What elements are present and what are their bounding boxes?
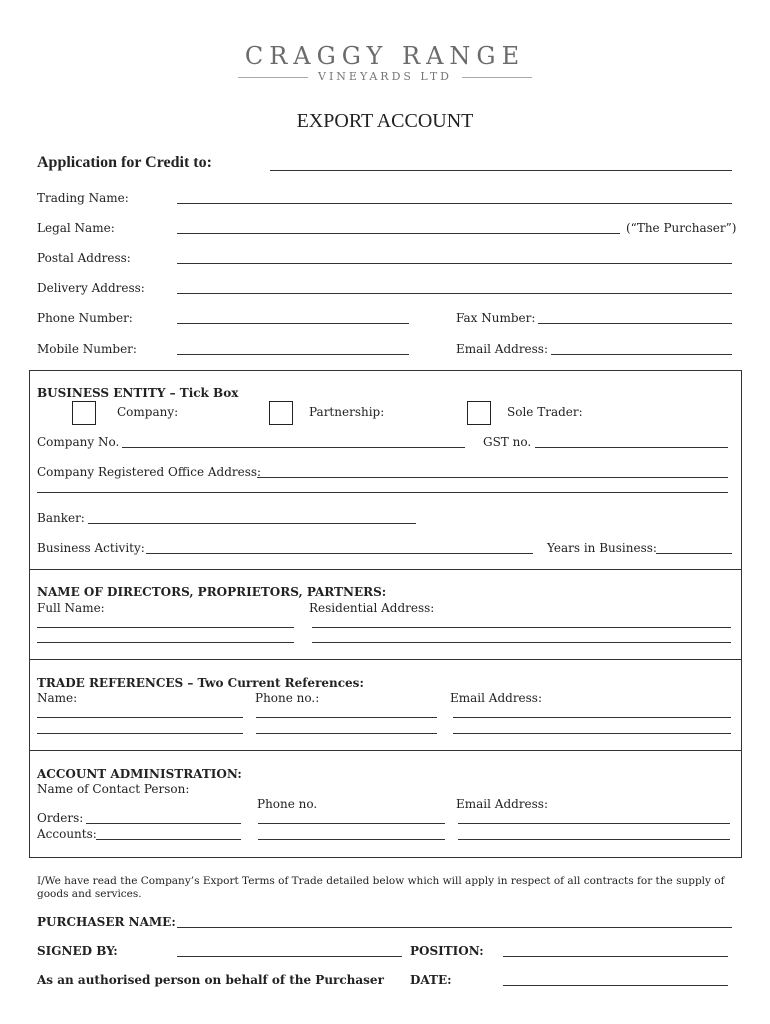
sole-trader-checkbox-label: Sole Trader: — [507, 405, 583, 419]
company-no-label: Company No. — [37, 435, 120, 449]
purchaser-name-field[interactable] — [177, 927, 732, 928]
email-address-field[interactable] — [551, 354, 732, 355]
account-admin-heading: ACCOUNT ADMINISTRATION: — [37, 767, 242, 781]
sole-trader-checkbox[interactable] — [467, 401, 491, 425]
company-logo-text: CRAGGY RANGE — [244, 42, 526, 70]
accounts-name-field[interactable] — [96, 839, 241, 840]
registered-office-field-2[interactable] — [37, 492, 728, 493]
reference-phone-field-1[interactable] — [256, 717, 437, 718]
authorised-person-note: As an authorised person on behalf of the Purchaser — [37, 973, 384, 987]
accounts-phone-field[interactable] — [258, 839, 445, 840]
signed-by-field[interactable] — [177, 956, 402, 957]
phone-number-field[interactable] — [177, 323, 409, 324]
banker-field[interactable] — [88, 523, 416, 524]
trading-name-label: Trading Name: — [37, 191, 129, 205]
partnership-checkbox[interactable] — [269, 401, 293, 425]
years-in-business-field[interactable] — [656, 553, 732, 554]
accounts-label: Accounts: — [37, 827, 97, 841]
orders-phone-field[interactable] — [258, 823, 445, 824]
delivery-address-field[interactable] — [177, 293, 732, 294]
admin-email-label: Email Address: — [456, 797, 549, 811]
reference-name-label: Name: — [37, 691, 78, 705]
business-entity-heading: BUSINESS ENTITY – Tick Box — [37, 386, 239, 400]
fax-number-field[interactable] — [538, 323, 732, 324]
contact-person-label: Name of Contact Person: — [37, 782, 190, 796]
terms-statement: I/We have read the Company’s Export Terms of Trade detailed below which will apply in respect of all contracts for the supply of goods and services. — [37, 875, 725, 900]
fax-number-label: Fax Number: — [456, 311, 536, 325]
postal-address-field[interactable] — [177, 263, 732, 264]
date-field[interactable] — [503, 985, 728, 986]
business-activity-field[interactable] — [146, 553, 533, 554]
orders-label: Orders: — [37, 811, 84, 825]
purchaser-note: (“The Purchaser”) — [626, 221, 737, 235]
delivery-address-label: Delivery Address: — [37, 281, 145, 295]
section-divider — [29, 750, 741, 751]
company-logo-subtitle: VINEYARDS LTD — [318, 70, 452, 83]
section-divider — [29, 659, 741, 660]
application-label: Application for Credit to: — [37, 154, 212, 171]
legal-name-label: Legal Name: — [37, 221, 115, 235]
director-name-field-2[interactable] — [37, 642, 294, 643]
reference-email-label: Email Address: — [450, 691, 543, 705]
mobile-number-label: Mobile Number: — [37, 342, 137, 356]
section-divider — [29, 569, 741, 570]
email-address-label: Email Address: — [456, 342, 549, 356]
admin-phone-label: Phone no. — [257, 797, 318, 811]
date-label: DATE: — [410, 973, 452, 987]
company-checkbox-label: Company: — [117, 405, 179, 419]
business-activity-label: Business Activity: — [37, 541, 145, 555]
orders-email-field[interactable] — [458, 823, 730, 824]
residential-address-label: Residential Address: — [309, 601, 435, 615]
directors-heading: NAME OF DIRECTORS, PROPRIETORS, PARTNERS: — [37, 585, 387, 599]
years-in-business-label: Years in Business: — [547, 541, 657, 555]
reference-phone-label: Phone no.: — [255, 691, 320, 705]
purchaser-name-label: PURCHASER NAME: — [37, 915, 176, 929]
gst-no-field[interactable] — [535, 447, 728, 448]
reference-email-field-2[interactable] — [453, 733, 731, 734]
full-name-label: Full Name: — [37, 601, 105, 615]
application-field[interactable] — [270, 170, 732, 171]
registered-office-label: Company Registered Office Address: — [37, 465, 262, 479]
position-label: POSITION: — [410, 944, 484, 958]
company-no-field[interactable] — [122, 447, 465, 448]
signed-by-label: SIGNED BY: — [37, 944, 118, 958]
banker-label: Banker: — [37, 511, 85, 525]
orders-name-field[interactable] — [86, 823, 241, 824]
mobile-number-field[interactable] — [177, 354, 409, 355]
page-title: EXPORT ACCOUNT — [296, 110, 474, 132]
company-checkbox[interactable] — [72, 401, 96, 425]
trading-name-field[interactable] — [177, 203, 732, 204]
phone-number-label: Phone Number: — [37, 311, 133, 325]
gst-no-label: GST no. — [483, 435, 532, 449]
trade-references-heading: TRADE REFERENCES – Two Current References: — [37, 676, 364, 690]
reference-name-field-2[interactable] — [37, 733, 243, 734]
accounts-email-field[interactable] — [458, 839, 730, 840]
postal-address-label: Postal Address: — [37, 251, 131, 265]
director-address-field-1[interactable] — [312, 627, 731, 628]
partnership-checkbox-label: Partnership: — [309, 405, 385, 419]
director-name-field-1[interactable] — [37, 627, 294, 628]
legal-name-field[interactable] — [177, 233, 620, 234]
director-address-field-2[interactable] — [312, 642, 731, 643]
registered-office-field[interactable] — [257, 477, 728, 478]
reference-email-field-1[interactable] — [453, 717, 731, 718]
reference-phone-field-2[interactable] — [256, 733, 437, 734]
reference-name-field-1[interactable] — [37, 717, 243, 718]
position-field[interactable] — [503, 956, 728, 957]
